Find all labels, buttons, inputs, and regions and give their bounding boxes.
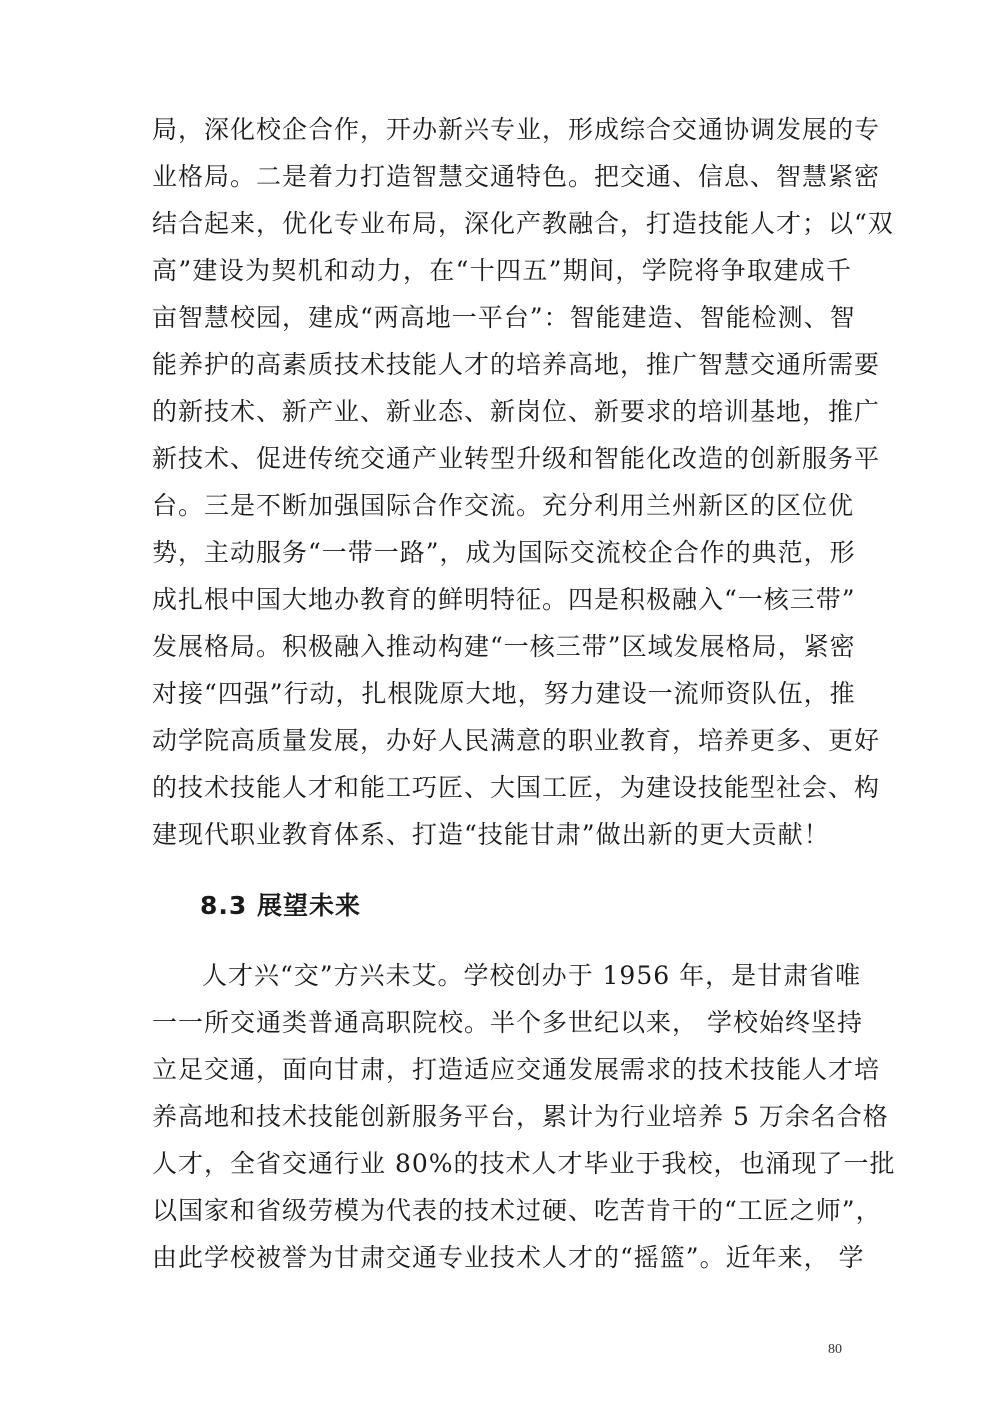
paragraph-line: 立足交通，面向甘肃，打造适应交通发展需求的技术技能人才培 bbox=[152, 1055, 881, 1084]
paragraph-line: 高”建设为契机和动力，在“十四五”期间，学院将争取建成千 bbox=[152, 256, 852, 285]
paragraph-line: 能养护的高素质技术技能人才的培养高地，推广智慧交通所需要 bbox=[152, 350, 881, 379]
paragraph-line: 一一所交通类普通高职院校。半个多世纪以来， 学校始终坚持 bbox=[152, 1008, 863, 1037]
paragraph-line: 人才兴“交”方兴未艾。学校创办于 1956 年，是甘肃省唯 bbox=[202, 961, 862, 990]
paragraph-line: 成扎根中国大地办教育的鲜明特征。四是积极融入“一核三带” bbox=[152, 585, 856, 614]
paragraph-line: 由此学校被誉为甘肃交通专业技术人才的“摇篮”。近年来， 学 bbox=[152, 1243, 865, 1272]
paragraph-1 bbox=[152, 106, 894, 858]
paragraph-line: 养高地和技术技能创新服务平台，累计为行业培养 5 万余名合格 bbox=[152, 1102, 889, 1131]
paragraph-line: 建现代职业教育体系、打造“技能甘肃”做出新的更大贡献！ bbox=[152, 820, 830, 849]
paragraph-line: 新技术、促进传统交通产业转型升级和智能化改造的创新服务平 bbox=[152, 444, 881, 473]
paragraph-line: 的新技术、新产业、新业态、新岗位、新要求的培训基地，推广 bbox=[152, 397, 881, 426]
paragraph-line: 势，主动服务“一带一路”，成为国际交流校企合作的典范，形 bbox=[152, 538, 856, 567]
page-number: 80 bbox=[828, 1342, 842, 1357]
paragraph-line: 发展格局。积极融入推动构建“一核三带”区域发展格局，紧密 bbox=[152, 632, 856, 661]
paragraph-line: 台。三是不断加强国际合作交流。充分利用兰州新区的区位优 bbox=[152, 491, 855, 520]
paragraph-line: 局，深化校企合作，开办新兴专业，形成综合交通协调发展的专 bbox=[152, 115, 881, 144]
paragraph-line: 业格局。二是着力打造智慧交通特色。把交通、信息、智慧紧密 bbox=[152, 162, 881, 191]
section-heading: 8.3 展望未来 bbox=[200, 891, 361, 920]
paragraph-line: 动学院高质量发展，办好人民满意的职业教育，培养更多、更好 bbox=[152, 726, 881, 755]
paragraph-line: 亩智慧校园，建成“两高地一平台”：智能建造、智能检测、智 bbox=[152, 303, 856, 332]
paragraph-line: 结合起来，优化专业布局，深化产教融合，打造技能人才；以“双 bbox=[152, 209, 894, 238]
paragraph-line: 人才，全省交通行业 80%的技术人才毕业于我校，也涌现了一批 bbox=[152, 1149, 896, 1178]
paragraph-line: 对接“四强”行动，扎根陇原大地，努力建设一流师资队伍，推 bbox=[152, 679, 856, 708]
paragraph-line: 以国家和省级劳模为代表的技术过硬、吃苦肯干的“工匠之师”， bbox=[152, 1196, 882, 1225]
paragraph-line: 的技术技能人才和能工巧匠、大国工匠，为建设技能型社会、构 bbox=[152, 773, 881, 802]
paragraph-2 bbox=[152, 952, 896, 1281]
